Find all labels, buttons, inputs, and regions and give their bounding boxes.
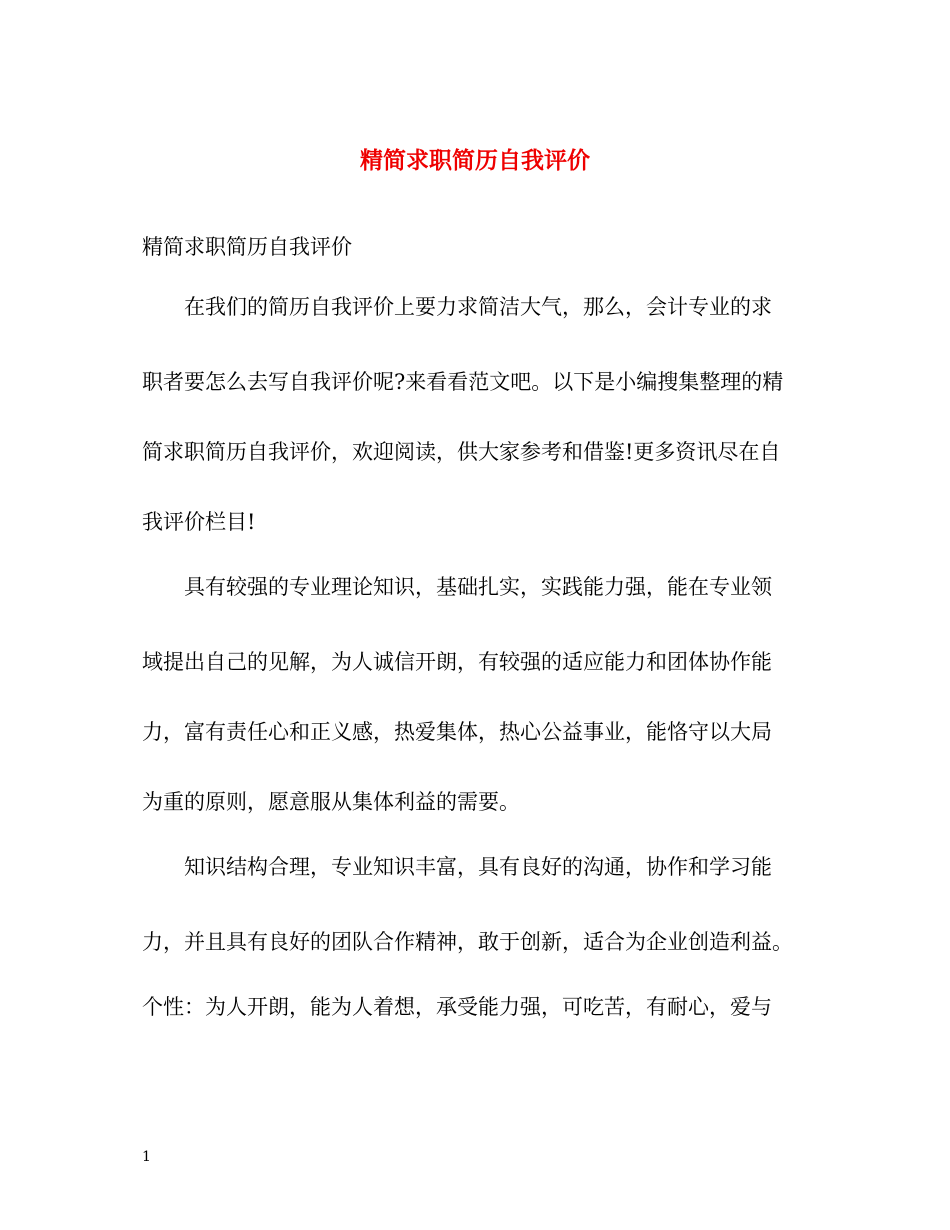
body-line: 知识结构合理，专业知识丰富，具有良好的沟通，协作和学习能 <box>184 855 772 879</box>
page-number: 1 <box>142 1149 151 1165</box>
body-line: 域提出自己的见解，为人诚信开朗，有较强的适应能力和团体协作能 <box>142 650 772 674</box>
body-line: 简求职简历自我评价，欢迎阅读，供大家参考和借鉴!更多资讯尽在自 <box>142 440 781 464</box>
document-title: 精简求职简历自我评价 <box>360 147 590 174</box>
body-line: 我评价栏目! <box>142 510 256 534</box>
body-line: 力，并且具有良好的团队合作精神，敢于创新，适合为企业创造利益。 <box>142 930 793 954</box>
body-line: 在我们的简历自我评价上要力求简洁大气，那么，会计专业的求 <box>184 295 772 319</box>
body-line: 力，富有责任心和正义感，热爱集体，热心公益事业，能恪守以大局 <box>142 720 772 744</box>
body-line: 职者要怎么去写自我评价呢?来看看范文吧。以下是小编搜集整理的精 <box>142 370 784 394</box>
body-line: 个性：为人开朗，能为人着想，承受能力强，可吃苦，有耐心，爱与 <box>142 995 772 1019</box>
body-line: 为重的原则，愿意服从集体利益的需要。 <box>142 790 520 814</box>
subtitle-line: 精简求职简历自我评价 <box>142 235 352 259</box>
body-line: 具有较强的专业理论知识，基础扎实，实践能力强，能在专业领 <box>184 575 772 599</box>
